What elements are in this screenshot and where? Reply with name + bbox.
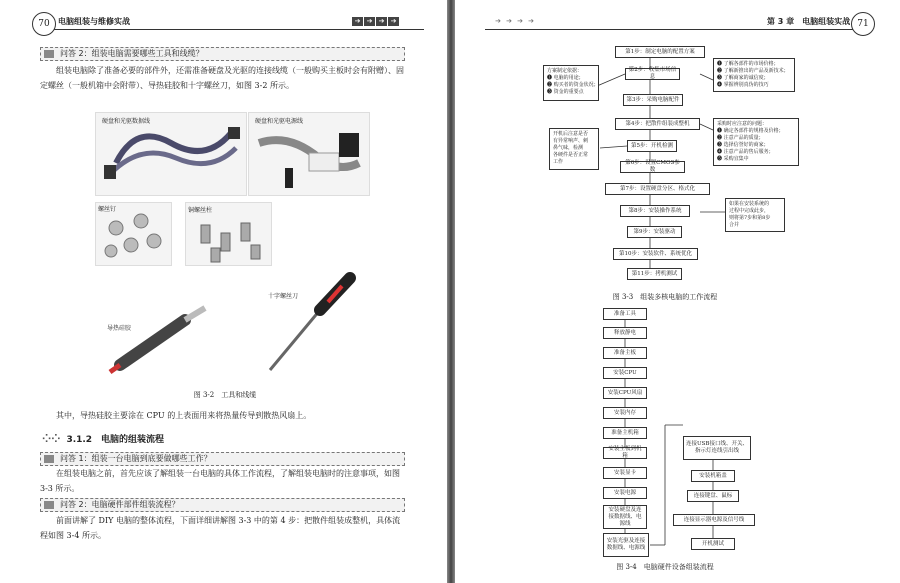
label-sata-cable: 硬盘和光驱数据线 (102, 118, 151, 125)
flow2-step-7: 准备主机箱 (603, 427, 647, 439)
label-copper-pillars: 铜螺丝柱 (188, 207, 213, 214)
plan-note: 方案制定依据： ❶ 电脑的用途； ❷ 购买者的资金状况； ❸ 资金的重要点 (543, 65, 599, 101)
square-icon (44, 455, 54, 463)
label-screwdriver: 十字螺丝刀 (268, 293, 299, 300)
section-dots-icon: ⁘⁘ (42, 432, 61, 445)
label-thermal-paste: 导热硅胶 (107, 325, 132, 332)
flow2-step-2: 释放静电 (603, 327, 647, 339)
q1-heading-bar (40, 452, 405, 466)
square-icon (44, 50, 54, 58)
flow1-step-8: 第8步：安装操作系统 (620, 205, 690, 217)
flow1-step-2: 第2步：收集市场信息 (625, 68, 680, 80)
flow2-right-step-5: 开机测试 (691, 538, 735, 550)
flow2-right-step-4: 连接显示器电源及信号线 (673, 514, 755, 526)
section-heading: ⁘⁘ 3.1.2 电脑的组装流程 (42, 432, 165, 445)
fig-3-2-caption: 图 3-2 工具和线缆 (193, 391, 257, 399)
flow1-step-10: 第10步：安装软件、系统优化 (613, 248, 698, 260)
chapter-title: 第 3 章 电脑组装实战 (767, 17, 851, 26)
left-page (0, 0, 447, 583)
flow1-step-3: 第3步：采购电脑配件 (623, 94, 683, 106)
fig-3-4-caption: 图 3-4 电脑硬件设备组装流程 (616, 563, 714, 571)
fig-3-3-caption: 图 3-3 组装多核电脑的工作流程 (612, 293, 718, 301)
flow2-step-9: 安装显卡 (603, 467, 647, 479)
note-paragraph: 其中，导热硅胶主要涂在 CPU 的上表面用来将热量传导到散热风扇上。 (56, 411, 312, 420)
flow1-step-7: 第7步：设置硬盘分区、格式化 (605, 183, 710, 195)
q2b-paragraph: 前面讲解了 DIY 电脑的整体流程，下面详细讲解图 3-3 中的第 4 步：把散件组装成整机，具体流程如图 3-4 所示。 (40, 516, 401, 540)
label-power-cable: 硬盘和光驱电源线 (255, 118, 304, 125)
label-screws: 螺丝钉 (98, 206, 117, 213)
right-page (455, 0, 900, 583)
q2-paragraph: 组装电脑除了准备必要的部件外，还需准备硬盘及光驱的连接线缆（一般购买主板时会有附赠）、固定螺丝（一般机箱中会附带）、导热硅胶和十字螺丝刀，如图 3-2 所示。 (40, 66, 404, 90)
right-page-number: 71 (851, 12, 875, 36)
market-note: ❶ 了解各部件的市场价格； ❷ 了解新推出的产品及新技术； ❸ 了解商家的诚信度； ❹ 掌握辨别真伪的技巧 (713, 58, 795, 92)
flow2-step-6: 安装内存 (603, 407, 647, 419)
thermal-paste-photo (105, 300, 215, 375)
screwdriver-photo (250, 270, 360, 380)
flow2-step-3: 准备主板 (603, 347, 647, 359)
flow2-right-step-3: 连接键盘、鼠标 (687, 490, 739, 502)
flow2-right-step-2: 安装机箱盖 (691, 470, 735, 482)
flow1-step-6: 第6步：设置CMOS参数 (620, 161, 685, 173)
header-arrows-light-icon: ➔ ➔ ➔ ➔ (495, 17, 534, 25)
flow1-step-11: 第11步：拷机测试 (627, 268, 682, 280)
flow1-step-9: 第9步：安装驱动 (627, 226, 682, 238)
left-page-number: 70 (32, 12, 56, 36)
q1-heading: 问答 1：组装一台电脑到底要做哪些工作？ (60, 454, 212, 463)
flow2-step-4: 安装CPU (603, 367, 647, 379)
install-note: 如果在安装系统的 过程中完成此步， 则将第7步和第8步 合并 (725, 198, 785, 232)
flow2-step-12: 安装光驱及连接数据线、电源线 (603, 533, 649, 557)
purchase-note: 采购时应注意的问题： ❶ 确定各部件的规格及价格； ❷ 注意产品的质量； ❸ 选择信誉好的商家； ❹ 注意产品的售后服务； ❺ 采购宜集中 (713, 118, 799, 166)
q1-paragraph: 在组装电脑之前，首先应该了解组装一台电脑的具体工作流程，了解组装电脑时的注意事项，如图 3-3 所示。 (40, 469, 400, 493)
flow1-step-5: 第5步：开机检测 (627, 140, 677, 152)
book-gutter (447, 0, 455, 583)
q2b-heading: 问答 2：电脑硬件部件组装流程？ (60, 500, 180, 509)
flow2-step-5: 安装CPU风扇 (603, 387, 647, 399)
flow2-step-10: 安装电源 (603, 487, 647, 499)
flow2-step-1: 准备工具 (603, 308, 647, 320)
flow2-right-step-1: 连接USB接口线、开关、指示灯连线引出线 (683, 436, 751, 460)
flow2-step-8: 安装主板到机箱 (603, 447, 647, 459)
running-title: 电脑组装与维修实战 (58, 17, 130, 26)
header-rule (54, 29, 424, 30)
header-arrows-icon: ➔ ➔ ➔ ➔ (352, 17, 399, 26)
flow1-step-1: 第1步：制定电脑的配置方案 (615, 46, 705, 58)
boot-check-note: 开机后注意是否 有异常响声、刺 鼻气味，检测 各硬件是否正常 工作 (549, 128, 599, 170)
flow1-step-4: 第4步：把散件组装成整机 (615, 118, 700, 130)
square-icon (44, 501, 54, 509)
q2-heading: 问答 2：组装电脑需要哪些工具和线缆？ (60, 49, 204, 58)
q2-heading-bar (40, 47, 405, 61)
q2b-heading-bar (40, 498, 405, 512)
flow2-step-11: 安装硬盘及连接数据线、电源线 (603, 505, 647, 529)
